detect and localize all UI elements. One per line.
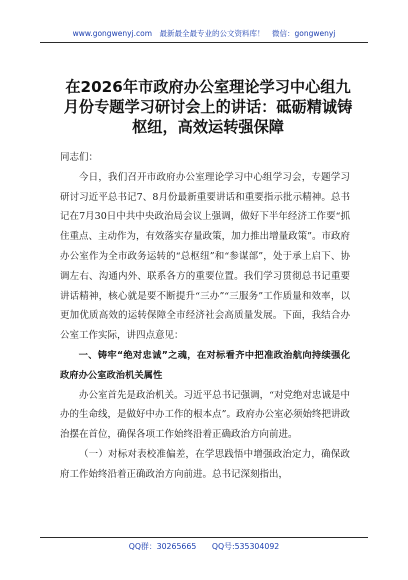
header-divider xyxy=(40,42,368,43)
footer-divider xyxy=(40,537,368,538)
paragraph-section-1: 办公室首先是政治机关。习近平总书记强调，“对党绝对忠诚是中办的生命线，是做好中办工作的根本点”。政府办公室必须始终把讲政治摆在首位，确保各项工作始终沿着正确政治方向前进。 xyxy=(60,389,350,441)
document-body xyxy=(60,148,350,485)
paragraph-intro: 今日，我们召开市政府办公室理论学习中心组学习会，专题学习研讨习近平总书记7、8月份最新重要讲话和重要指示批示精神。总书记在7月30日中共中央政治局会议上强调，做好下半年经济工作要“抓住重点、主动作为，有效落实存量政策，加力推出增量政策”。市政府办公室作为全市政务运转的“总枢纽”和“参谋部”，处于承上启下、协调左右、沟通内外、联系各方的重要位置。我们学习贯彻总书记重要讲话精神，核心就是要不断提升“三办”“三服务”工作质量和效率，以更加优质高效的运转保障全市经济社会高质量发展。下面，我结合办公室工作实际，讲四点意见： xyxy=(60,171,350,342)
greeting: 同志们： xyxy=(60,152,99,163)
site-header-banner: www.gongwenyj.com 最新最全最专业的公文资料库！ 微信：gongwenyj xyxy=(72,29,336,38)
site-footer-contact: QQ群：30265665 QQ号:535304092 xyxy=(128,542,280,551)
document-title: 在2026年市政府办公室理论学习中心组九月份专题学习研讨会上的讲话：砥砺精诚铸枢纽，高效运转强保障 xyxy=(63,78,353,136)
paragraph-subsection-1: （一）对标对表校准偏差，在学思践悟中增强政治定力，确保政府工作始终沿着正确政治方向前进。总书记深刻指出， xyxy=(60,448,350,480)
section-heading-1: 一、铸牢“绝对忠诚”之魂，在对标看齐中把准政治航向持续强化政府办公室政治机关属性 xyxy=(60,349,350,381)
